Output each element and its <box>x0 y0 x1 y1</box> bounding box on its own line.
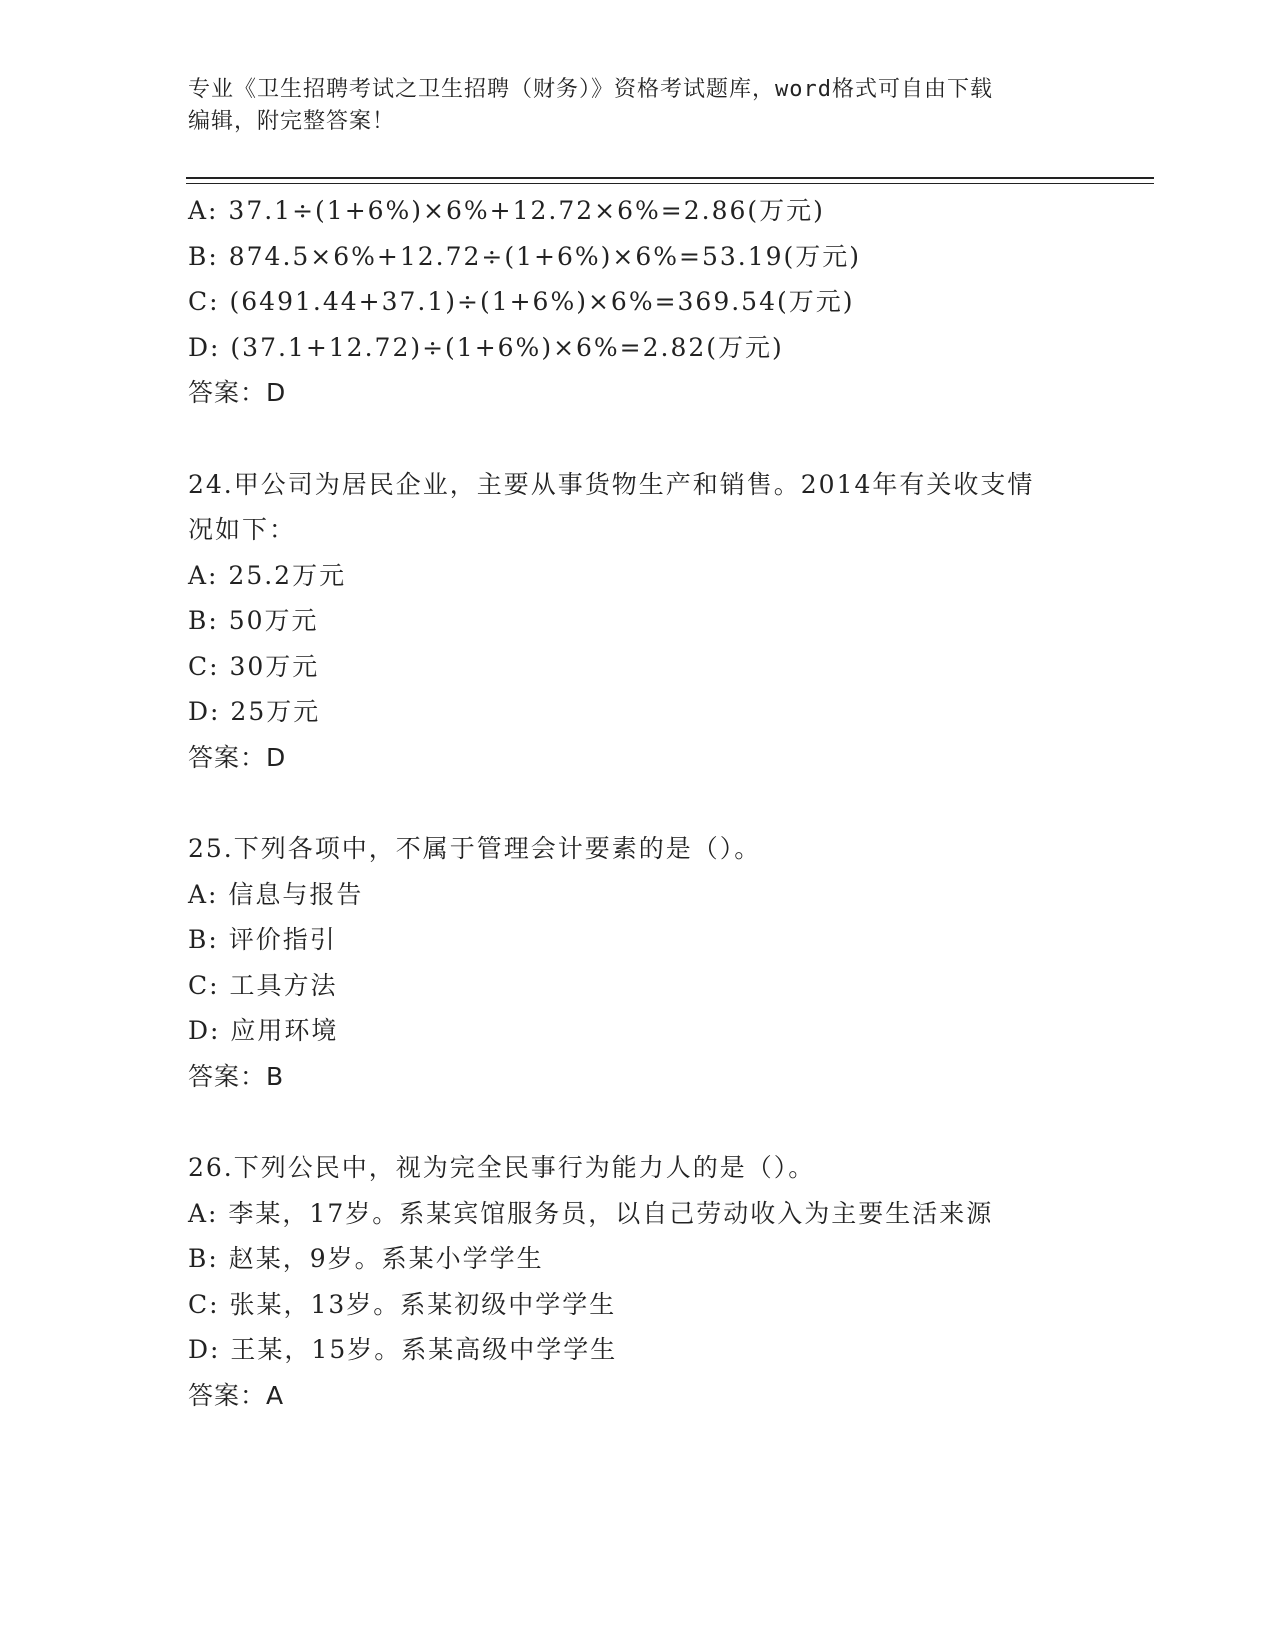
option-b: B: 评价指引 <box>188 925 337 954</box>
header-divider <box>186 177 1154 179</box>
answer: 答案：D <box>188 378 287 407</box>
option-c: C: (6491.44+37.1)÷(1+6%)×6%=369.54(万元) <box>188 287 855 316</box>
option-a: A: 37.1÷(1+6%)×6%+12.72×6%=2.86(万元) <box>188 196 825 225</box>
option-c: C: 工具方法 <box>188 970 338 1000</box>
option-a: A: 信息与报告 <box>188 879 364 909</box>
header-divider-thin <box>186 183 1154 184</box>
answer: 答案：A <box>188 1380 285 1410</box>
option-d: D: (37.1+12.72)÷(1+6%)×6%=2.82(万元) <box>188 332 784 362</box>
question-25 <box>188 826 1128 1099</box>
option-b: B: 874.5×6%+12.72÷(1+6%)×6%=53.19(万元) <box>188 241 862 271</box>
question-stem: 26.下列公民中，视为完全民事行为能力人的是（）。 <box>188 1153 816 1182</box>
question-stem: 24.甲公司为居民企业，主要从事货物生产和销售。2014年有关收支情 <box>188 469 1035 499</box>
header-line-2: 编辑，附完整答案！ <box>188 109 396 134</box>
option-d: D: 25万元 <box>188 697 321 726</box>
option-c: C: 张某，13岁。系某初级中学学生 <box>188 1289 617 1319</box>
option-a: A: 25.2万元 <box>188 560 347 590</box>
option-d: D: 应用环境 <box>188 1016 339 1045</box>
question-stem: 25.下列各项中，不属于管理会计要素的是（）。 <box>188 834 762 863</box>
answer: 答案：B <box>188 1061 285 1091</box>
option-a: A: 李某，17岁。系某宾馆服务员，以自己劳动收入为主要生活来源 <box>188 1198 994 1228</box>
option-d: D: 王某，15岁。系某高级中学学生 <box>188 1335 618 1364</box>
question-26 <box>188 1145 1128 1418</box>
header-line-1: 专业《卫生招聘考试之卫生招聘（财务）》资格考试题库，word格式可自由下载 <box>188 77 993 102</box>
question-stem-continued: 况如下： <box>188 515 297 544</box>
option-b: B: 50万元 <box>188 606 319 635</box>
option-c: C: 30万元 <box>188 651 320 681</box>
option-b: B: 赵某，9岁。系某小学学生 <box>188 1244 544 1273</box>
answer: 答案：D <box>188 742 287 772</box>
question-list <box>188 188 1128 1418</box>
document-header <box>188 74 1068 138</box>
question-24 <box>188 462 1128 781</box>
question-23 <box>188 188 1128 416</box>
